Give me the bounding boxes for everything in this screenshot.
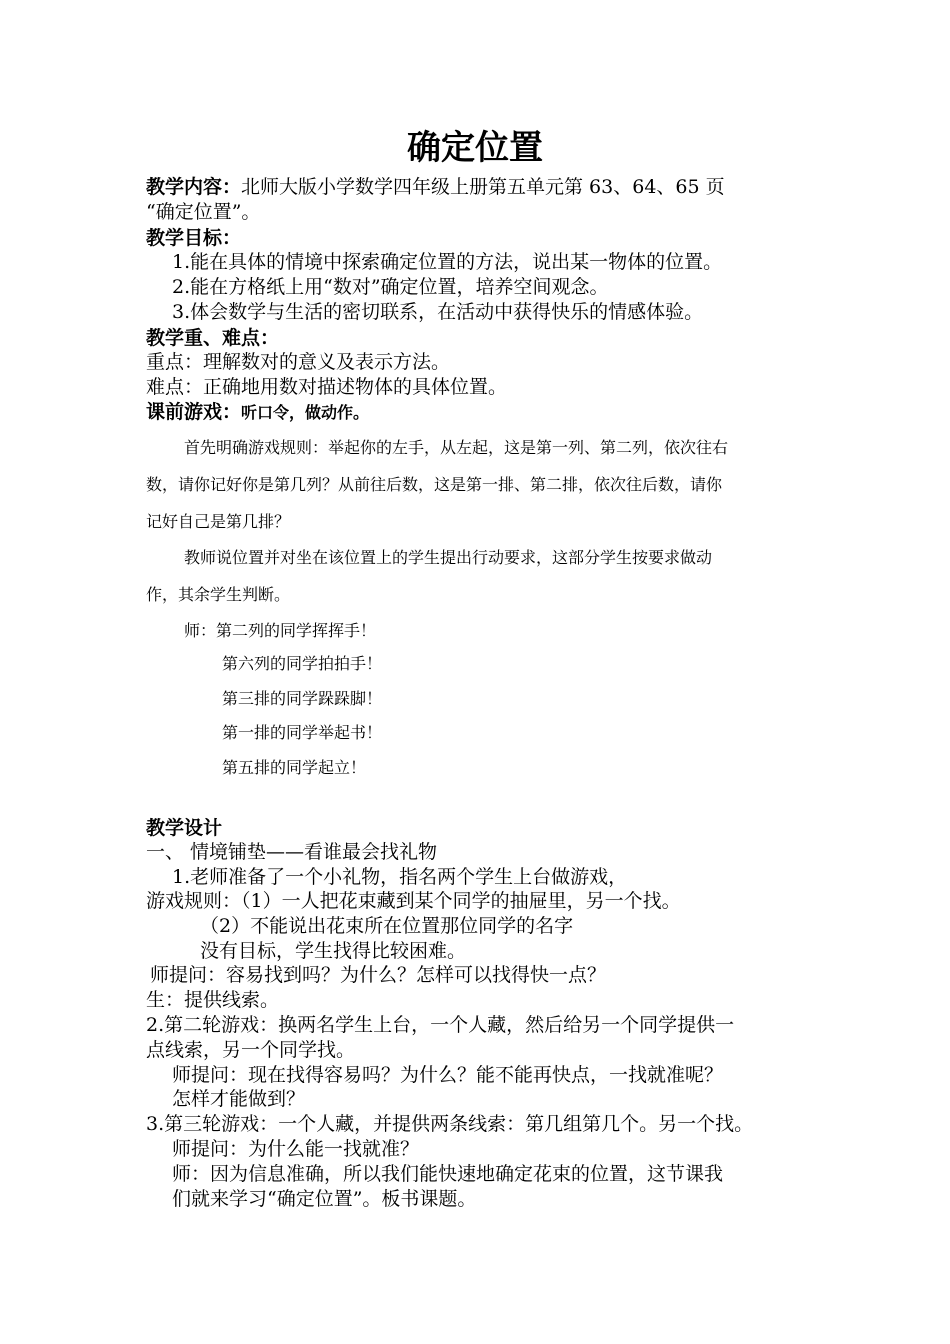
content-text-cont: “确定位置”。 xyxy=(146,201,261,223)
teacher-command: 师：第二列的同学挥挥手！ xyxy=(184,621,377,640)
warmup-rule-line: 数，请你记好你是第几列？从前往后数，这是第一排、第二排，依次往后数，请你 xyxy=(146,475,723,494)
warmup-rule-line: 记好自己是第几排？ xyxy=(146,512,291,531)
key-points-label: 教学重、难点： xyxy=(146,327,280,349)
design-line: 们就来学习“确定位置”。板书课题。 xyxy=(172,1188,477,1210)
objectives-label: 教学目标： xyxy=(146,227,242,249)
content-text: 北师大版小学数学四年级上册第五单元第 63、64、65 页 xyxy=(241,176,725,198)
design-label: 教学设计 xyxy=(146,817,223,839)
objective-item: 1.能在具体的情境中探索确定位置的方法，说出某一物体的位置。 xyxy=(172,251,723,273)
objective-item: 3.体会数学与生活的密切联系，在活动中获得快乐的情感体验。 xyxy=(172,301,704,323)
warmup-desc-line: 教师说位置并对坐在该位置上的学生提出行动要求，这部分学生按要求做动 xyxy=(184,548,713,567)
design-line: 师提问：现在找得容易吗？为什么？能不能再快点，一找就准呢？ xyxy=(172,1064,724,1086)
teacher-command: 第六列的同学拍拍手！ xyxy=(222,654,383,673)
content-line xyxy=(146,175,725,199)
design-line: 2.第二轮游戏：换两名学生上台，一个人藏，然后给另一个同学提供一 xyxy=(146,1014,735,1036)
teacher-command: 第一排的同学举起书！ xyxy=(222,723,383,742)
warmup-heading xyxy=(146,400,369,425)
design-line: （2）不能说出花束所在位置那位同学的名字 xyxy=(200,915,574,937)
design-line: 游戏规则：（1）一人把花束藏到某个同学的抽屉里，另一个找。 xyxy=(146,890,681,912)
objective-item: 2.能在方格纸上用“数对”确定位置，培养空间观念。 xyxy=(172,276,609,298)
content-label: 教学内容： xyxy=(146,176,242,198)
focus-text: 重点：理解数对的意义及表示方法。 xyxy=(146,351,451,373)
design-section-heading: 一、 情境铺垫——看谁最会找礼物 xyxy=(146,841,438,863)
teacher-command: 第三排的同学跺跺脚！ xyxy=(222,689,383,708)
design-line: 1.老师准备了一个小礼物，指名两个学生上台做游戏， xyxy=(172,866,628,888)
design-line: 点线索，另一个同学找。 xyxy=(146,1039,356,1061)
design-line: 师：因为信息准确，所以我们能快速地确定花束的位置，这节课我 xyxy=(172,1163,724,1185)
design-line: 生：提供线索。 xyxy=(146,989,280,1011)
design-line: 师提问：容易找到吗？为什么？怎样可以找得快一点？ xyxy=(150,964,607,986)
warmup-desc-line: 作，其余学生判断。 xyxy=(146,585,291,604)
difficulty-text: 难点：正确地用数对描述物体的具体位置。 xyxy=(146,376,508,398)
design-line: 没有目标，学生找得比较困难。 xyxy=(200,940,467,962)
warmup-label: 课前游戏： xyxy=(146,401,242,423)
design-line: 3.第三轮游戏：一个人藏，并提供两条线索：第几组第几个。另一个找。 xyxy=(146,1113,754,1135)
warmup-rule-line: 首先明确游戏规则：举起你的左手，从左起，这是第一列、第二列，依次往右 xyxy=(184,438,729,457)
design-line: 师提问：为什么能一找就准？ xyxy=(172,1138,420,1160)
page-title: 确定位置 xyxy=(407,128,543,168)
warmup-sublabel: 听口令，做动作。 xyxy=(241,403,370,422)
teacher-command: 第五排的同学起立！ xyxy=(222,758,367,777)
design-line: 怎样才能做到？ xyxy=(172,1088,306,1110)
